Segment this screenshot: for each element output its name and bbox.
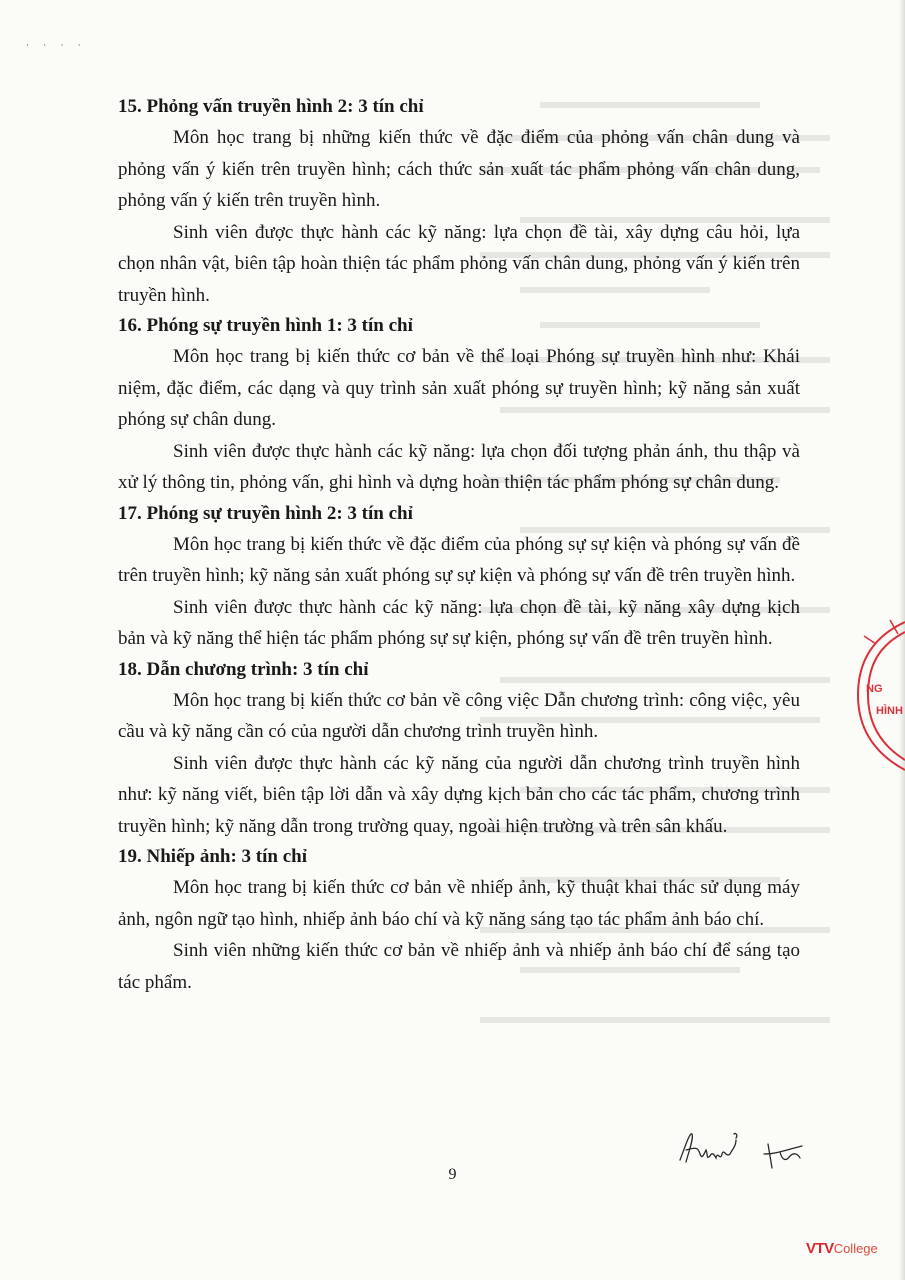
section-17 — [118, 499, 800, 655]
section-18 — [118, 655, 800, 843]
section-19 — [118, 842, 800, 998]
section-paragraph: Sinh viên được thực hành các kỹ năng: lựa chọn đề tài, xây dựng câu hỏi, lựa chọn nhân vật, biên tập hoàn thiện tác phẩm phỏng vấn chân dung, phỏng vấn ý kiến trên truyền hình. — [118, 221, 800, 306]
section-title: 19. Nhiếp ảnh: 3 tín chỉ — [118, 846, 307, 867]
page-number: 9 — [448, 1166, 457, 1183]
svg-text:NG: NG — [866, 683, 883, 695]
section-paragraph: Sinh viên được thực hành các kỹ năng của người dẫn chương trình truyền hình như: kỹ năng viết, biên tập lời dẫn và xây dựng kịch bản cho các tác phẩm, chương trình truyền hình; kỹ năng dẫn trong trường quay, ngoài hiện trường và trên sân khấu. — [118, 752, 800, 837]
section-paragraph: Sinh viên những kiến thức cơ bản về nhiếp ảnh và nhiếp ảnh báo chí để sáng tạo tác phẩm. — [118, 940, 800, 993]
scan-artifact: · · · · — [26, 40, 87, 50]
section-paragraph: Môn học trang bị những kiến thức về đặc điểm của phỏng vấn chân dung và phỏng vấn ý kiến trên truyền hình; cách thức sản xuất tác phẩm phỏng vấn chân dung, phỏng vấn ý kiến trên truyền hình. — [118, 127, 800, 211]
section-title: 18. Dẫn chương trình: 3 tín chỉ — [118, 658, 369, 680]
section-title: 16. Phóng sự truyền hình 1: 3 tín chỉ — [118, 315, 413, 336]
section-paragraph: Môn học trang bị kiến thức cơ bản về công việc Dẫn chương trình: công việc, yêu cầu và kỹ năng cần có của người dẫn chương trình truyền hình. — [118, 689, 800, 742]
section-16 — [118, 311, 800, 499]
svg-text:HÌNH: HÌNH — [876, 705, 903, 717]
document-body — [118, 92, 800, 998]
section-title: 15. Phỏng vấn truyền hình 2: 3 tín chỉ — [118, 96, 424, 117]
section-paragraph: Sinh viên được thực hành các kỹ năng: lựa chọn đối tượng phản ánh, thu thập và xử lý thông tin, phỏng vấn, ghi hình và dựng hoàn thiện tác phẩm phóng sự chân dung. — [118, 440, 800, 493]
logo-brand: VTV — [806, 1240, 834, 1257]
section-title: 17. Phóng sự truyền hình 2: 3 tín chỉ — [118, 502, 413, 524]
section-paragraph: Sinh viên được thực hành các kỹ năng: lựa chọn đề tài, kỹ năng xây dựng kịch bản và kỹ năng thể hiện tác phẩm phóng sự sự kiện, phóng sự vấn đề trên truyền hình. — [118, 596, 800, 649]
logo-suffix: College — [833, 1241, 878, 1256]
section-paragraph: Môn học trang bị kiến thức về đặc điểm của phóng sự sự kiện và phóng sự vấn đề trên truyền hình; kỹ năng sản xuất phóng sự sự kiện và phóng sự vấn đề trên truyền hình. — [118, 533, 800, 586]
vtv-college-logo — [806, 1240, 878, 1257]
section-paragraph: Môn học trang bị kiến thức cơ bản về nhiếp ảnh, kỹ thuật khai thác sử dụng máy ảnh, ngôn ngữ tạo hình, nhiếp ảnh báo chí và kỹ năng sáng tạo tác phẩm ảnh báo chí. — [118, 877, 800, 930]
section-15 — [118, 92, 800, 311]
official-stamp — [846, 610, 905, 780]
section-paragraph: Môn học trang bị kiến thức cơ bản về thể loại Phóng sự truyền hình như: Khái niệm, đặc điểm, các dạng và quy trình sản xuất phóng sự truyền hình; kỹ năng sản xuất phóng sự chân dung. — [118, 346, 800, 430]
